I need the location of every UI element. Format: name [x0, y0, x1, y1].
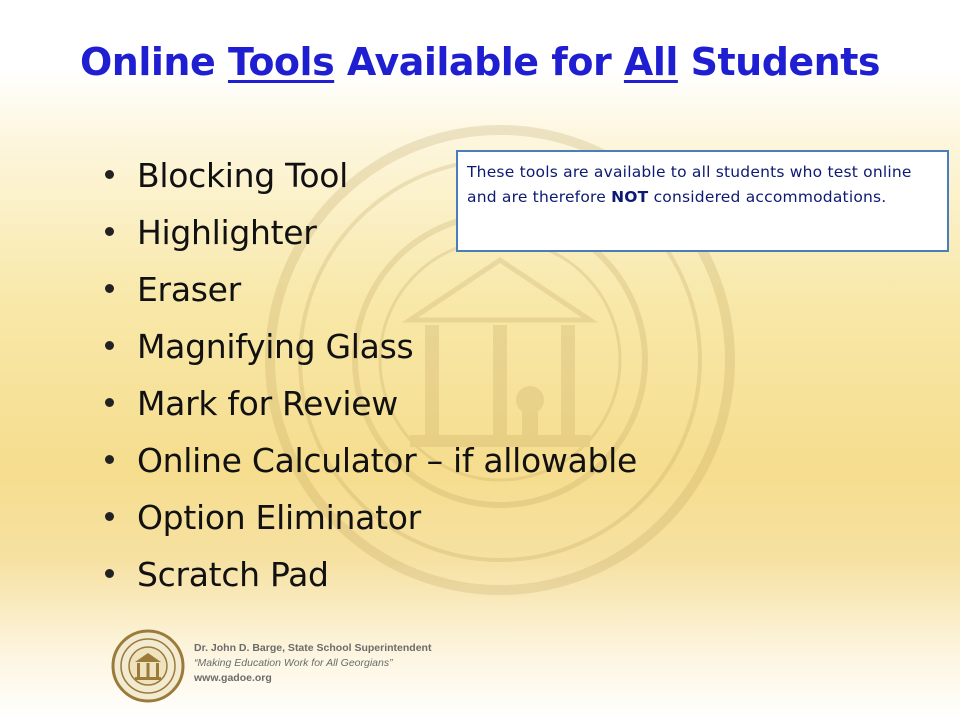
list-item — [103, 435, 637, 492]
footer — [110, 628, 470, 700]
footer-superintendent: Dr. John D. Barge, State School Superintendent — [194, 642, 432, 654]
title-part-tools: Tools — [227, 40, 335, 84]
list-item — [103, 321, 637, 378]
bullet-icon — [105, 398, 114, 407]
list-item-label: Highlighter — [137, 213, 317, 252]
bullet-icon — [105, 455, 114, 464]
bullet-icon — [105, 227, 114, 236]
title-part-online: Online — [79, 40, 228, 84]
footer-motto: “Making Education Work for All Georgians” — [194, 657, 393, 669]
callout-text-bold: NOT — [611, 188, 649, 206]
list-item-label: Scratch Pad — [137, 555, 329, 594]
list-item — [103, 264, 637, 321]
list-item — [103, 378, 637, 435]
footer-website-link[interactable]: www.gadoe.org — [194, 672, 272, 684]
list-item — [103, 492, 637, 549]
bullet-icon — [105, 170, 114, 179]
title-part-all: All — [623, 40, 678, 84]
list-item — [103, 549, 637, 606]
title-part-available: Available for — [334, 40, 624, 84]
georgia-seal-icon — [110, 628, 186, 704]
callout-note-box — [456, 150, 949, 252]
list-item-label: Eraser — [137, 270, 241, 309]
bullet-icon — [105, 284, 114, 293]
bullet-icon — [105, 569, 114, 578]
bullet-icon — [105, 512, 114, 521]
list-item-label: Magnifying Glass — [137, 327, 414, 366]
bullet-icon — [105, 341, 114, 350]
slide-title — [0, 40, 960, 84]
title-part-students: Students — [677, 40, 881, 84]
callout-text-before: These tools are available to all students who test online and are therefore — [467, 163, 912, 206]
list-item-label: Option Eliminator — [137, 498, 421, 537]
callout-text-after: considered accommodations. — [648, 188, 887, 206]
footer-text — [194, 641, 484, 686]
list-item-label: Blocking Tool — [137, 156, 348, 195]
list-item-label: Online Calculator – if allowable — [137, 441, 638, 480]
list-item-label: Mark for Review — [137, 384, 398, 423]
